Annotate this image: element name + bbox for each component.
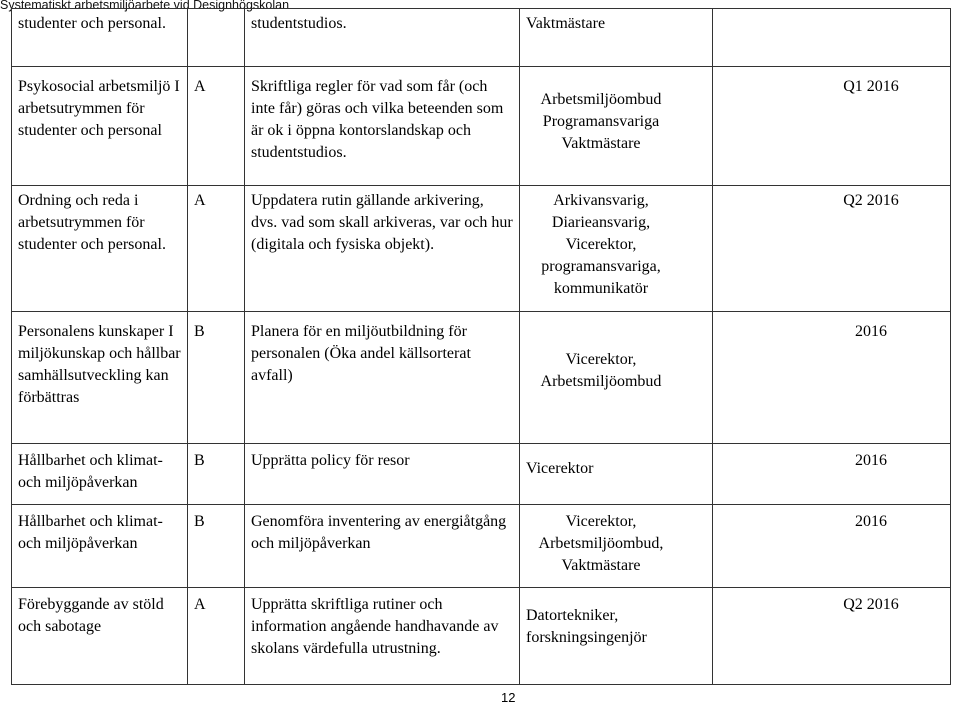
area-cell: Hållbarhet och klimat- och miljöpåverkan xyxy=(12,505,188,588)
action-cell: Uppdatera rutin gällande arkivering, dvs. vad som skall arkiveras, var och hur (digitala och fysiska objekt). xyxy=(245,186,520,312)
when-cell: Q1 2016 xyxy=(713,67,951,186)
responsible-cell: Arbetsmiljöombud Programansvariga Vaktmästare xyxy=(520,67,713,186)
priority-cell xyxy=(188,9,245,67)
action-cell: Upprätta policy för resor xyxy=(245,444,520,505)
priority-cell: B xyxy=(188,312,245,444)
document-header-title: Systematiskt arbetsmiljöarbete vid Designhögskolan xyxy=(0,0,290,12)
table-row xyxy=(12,67,951,186)
area-cell: Personalens kunskaper I miljökunskap och hållbar samhällsutveckling kan förbättras xyxy=(12,312,188,444)
responsible-cell: Vicerektor xyxy=(520,444,713,505)
action-cell: studentstudios. xyxy=(245,9,520,67)
when-cell: 2016 xyxy=(713,505,951,588)
table-row xyxy=(12,312,951,444)
area-cell: Ordning och reda i arbetsutrymmen för studenter och personal. xyxy=(12,186,188,312)
area-cell: Psykosocial arbetsmiljö I arbetsutrymmen för studenter och personal xyxy=(12,67,188,186)
when-cell: 2016 xyxy=(713,444,951,505)
responsible-cell: Vaktmästare xyxy=(520,9,713,67)
action-cell: Planera för en miljöutbildning för personalen (Öka andel källsorterat avfall) xyxy=(245,312,520,444)
priority-cell: B xyxy=(188,505,245,588)
table-row xyxy=(12,588,951,685)
table-row xyxy=(12,186,951,312)
action-plan-table xyxy=(11,8,951,685)
priority-cell: A xyxy=(188,186,245,312)
action-cell: Skriftliga regler för vad som får (och inte får) göras och vilka beteenden som är ok i öppna kontorslandskap och studentstudios. xyxy=(245,67,520,186)
responsible-cell: Datortekniker, forskningsingenjör xyxy=(520,588,713,685)
responsible-cell: Arkivansvarig, Diarieansvarig, Vicerektor, programansvariga, kommunikatör xyxy=(520,186,713,312)
responsible-cell: Vicerektor, Arbetsmiljöombud, Vaktmästare xyxy=(520,505,713,588)
area-cell: studenter och personal. xyxy=(12,9,188,67)
table-row xyxy=(12,505,951,588)
action-cell: Genomföra inventering av energiåtgång och miljöpåverkan xyxy=(245,505,520,588)
when-cell: 2016 xyxy=(713,312,951,444)
responsible-cell: Vicerektor, Arbetsmiljöombud xyxy=(520,312,713,444)
table-row xyxy=(12,444,951,505)
priority-cell: B xyxy=(188,444,245,505)
table-row xyxy=(12,9,951,67)
action-cell: Upprätta skriftliga rutiner och information angående handhavande av skolans värdefulla utrustning. xyxy=(245,588,520,685)
when-cell xyxy=(713,9,951,67)
page-number: 12 xyxy=(501,690,516,705)
priority-cell: A xyxy=(188,67,245,186)
when-cell: Q2 2016 xyxy=(713,588,951,685)
area-cell: Förebyggande av stöld och sabotage xyxy=(12,588,188,685)
area-cell: Hållbarhet och klimat- och miljöpåverkan xyxy=(12,444,188,505)
when-cell: Q2 2016 xyxy=(713,186,951,312)
priority-cell: A xyxy=(188,588,245,685)
